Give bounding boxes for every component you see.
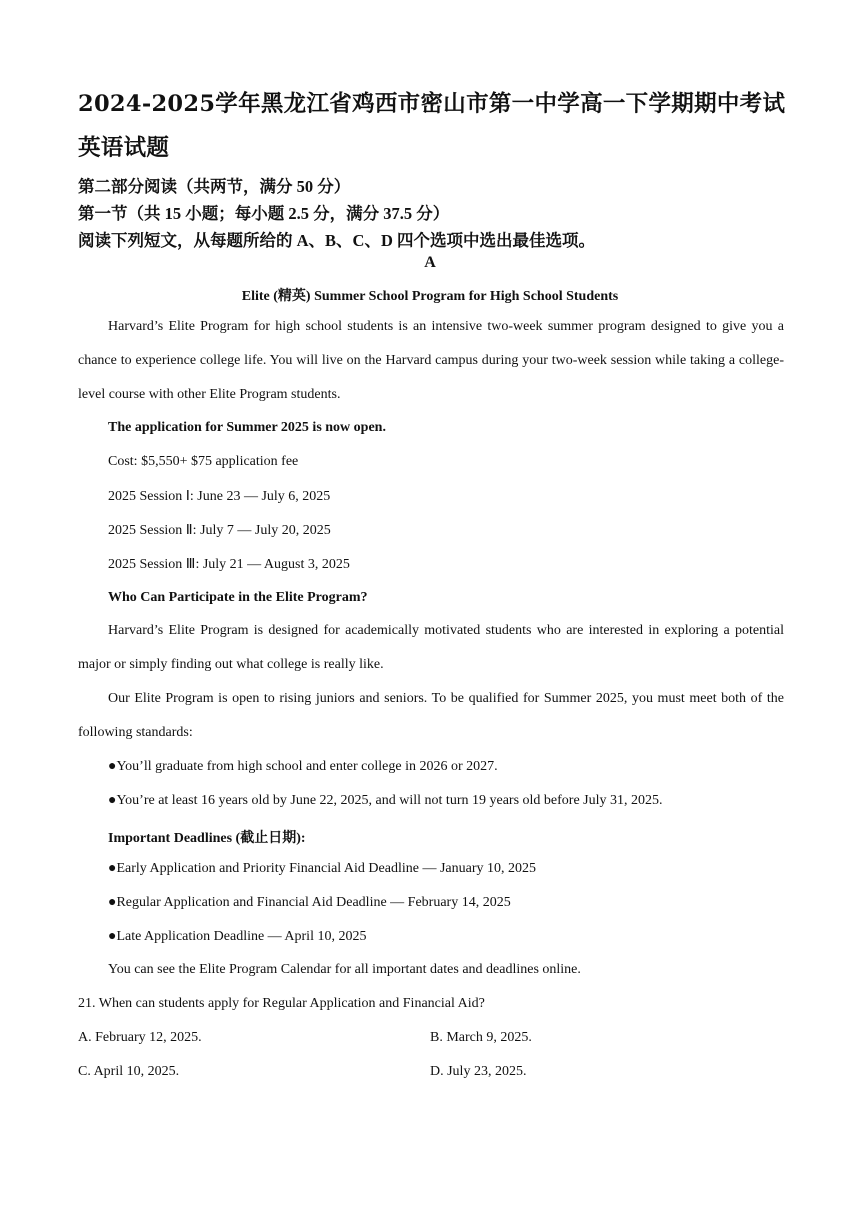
eligibility-paragraph: Our Elite Program is open to rising juniors and seniors. To be qualified for Summer 2025, you must meet both of the following standards: [78,691,784,740]
calendar-note: You can see the Elite Program Calendar for all important dates and deadlines online. [108,962,581,977]
question-21: 21. When can students apply for Regular Application and Financial Aid? [78,996,485,1011]
instruction: 阅读下列短文，从每题所给的 A、B、C、D 四个选项中选出最佳选项。 [78,231,596,250]
passage-letter: A [424,254,436,271]
deadline-item: ●Late Application Deadline — April 10, 2025 [108,929,367,944]
exam-title-line2: 英语试题 [78,135,170,161]
who-heading: Who Can Participate in the Elite Program? [108,590,368,605]
application-open-line: The application for Summer 2025 is now open. [108,420,386,435]
session-line: 2025 Session Ⅱ: July 7 — July 20, 2025 [108,523,331,538]
passage-title: Elite (精英) Summer School Program for High School Students [241,289,619,304]
session-line: 2025 Session Ⅲ: July 21 — August 3, 2025 [108,557,350,572]
deadlines-heading: Important Deadlines (截止日期): [108,831,306,846]
part-header: 第一节（共 15 小题；每小题 2.5 分，满分 37.5 分） [78,204,450,223]
deadline-item: ●Regular Application and Financial Aid Deadline — February 14, 2025 [108,895,511,910]
section-header: 第二部分阅读（共两节，满分 50 分） [78,177,351,196]
option-d: D. July 23, 2025. [430,1064,527,1079]
session-line: 2025 Session Ⅰ: June 23 — July 6, 2025 [108,489,331,504]
deadline-item: ●Early Application and Priority Financial Aid Deadline — January 10, 2025 [108,861,536,876]
exam-title-line1: 2024-2025学年黑龙江省鸡西市密山市第一中学高一下学期期中考试 [78,91,786,117]
option-a: A. February 12, 2025. [78,1030,202,1045]
cost-line: Cost: $5,550+ $75 application fee [108,454,299,469]
option-c: C. April 10, 2025. [78,1064,180,1079]
standard-item: ●You’re at least 16 years old by June 22, 2025, and will not turn 19 years old before July 31, 2025. [108,793,663,808]
option-b: B. March 9, 2025. [430,1030,532,1045]
who-paragraph: Harvard’s Elite Program is designed for academically motivated students who are interested in exploring a potential major or simply finding out what college is really like. [78,623,784,672]
standard-item: ●You’ll graduate from high school and enter college in 2026 or 2027. [108,759,498,774]
intro-paragraph: Harvard’s Elite Program for high school students is an intensive two-week summer program designed to give you a chance to experience college life. You will live on the Harvard campus during your two-week session while taking a college-level course with other Elite Program students. [78,319,784,402]
